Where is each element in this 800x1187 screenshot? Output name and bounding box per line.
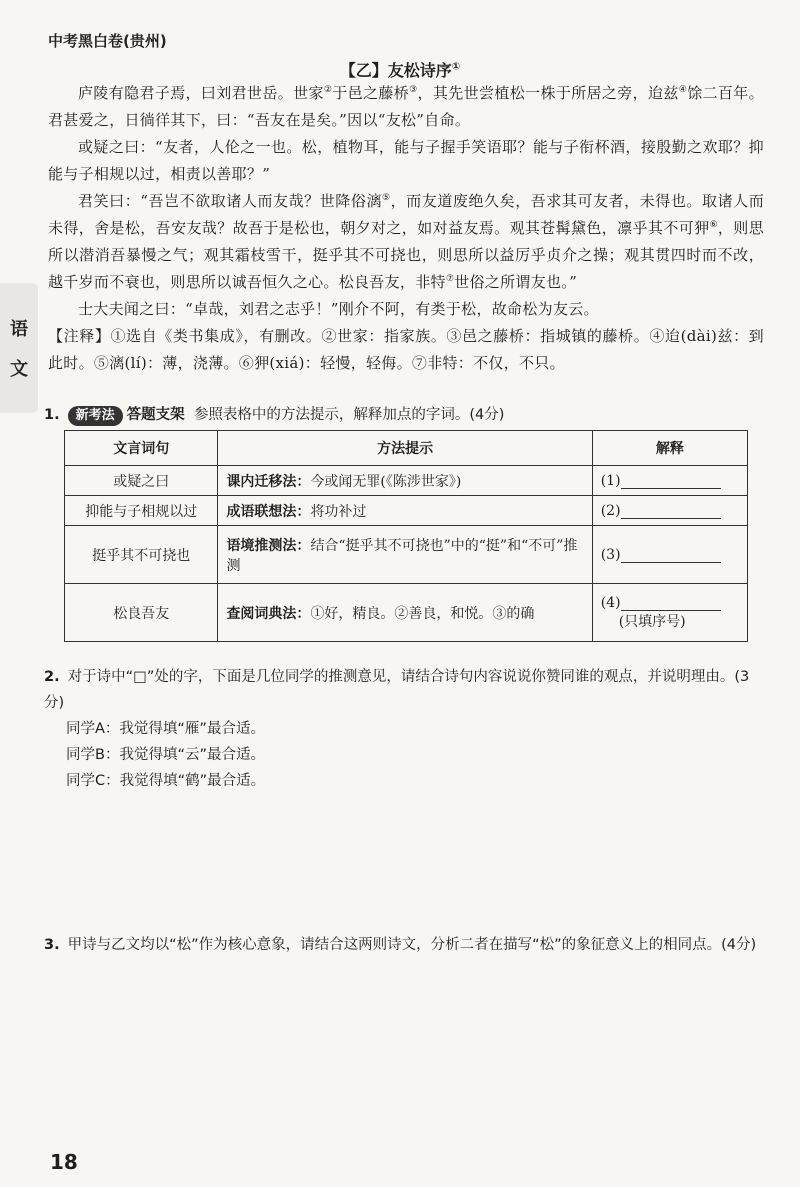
paragraph-4: 士大夫闻之曰：“卓哉，刘君之志乎！”刚介不阿，有类于松，故命松为友云。 — [78, 300, 599, 318]
method-cell: 语境推测法：结合“挺乎其不可挠也”中的“挺”和“不可”推测 — [218, 526, 592, 584]
passage-title: 【乙】友松诗序① — [339, 61, 461, 80]
paragraph-3: 君笑曰：“吾岂不欲取诸人而友哉？世降俗漓⑤，而友道废绝久矣，吾求其可友者，未得也。取诸人而未得，舍是松，吾安友哉？故吾于是松也，朝夕对之，如对益友焉。观其苍髯黛色，凛乎其不可狎⑥，则思所以潜消吾暴慢之气；观其霜枝雪干，挺乎其不可挠也，则思所以益厉乎贞介之操；观其贯四时而不改，越千岁而不衰也，则思所以诚吾恒久之心。松良吾友，非特⑦世俗之所谓友也。” — [48, 192, 765, 291]
method-table — [64, 430, 748, 642]
table-row — [65, 466, 748, 496]
table-row — [65, 526, 748, 584]
phrase-cell: 抑能与子相规以过 — [65, 496, 218, 526]
subject-side-tab — [0, 283, 38, 413]
question-text: 对于诗中“□”处的字，下面是几位同学的推测意见，请结合诗句内容说说你赞同谁的观点，并说明理由。(3分) — [44, 669, 750, 711]
new-method-badge: 新考法 — [68, 406, 123, 426]
side-tab-char: 文 — [10, 359, 28, 380]
paragraph-2: 或疑之曰：“友者，人伦之一也。松，植物耳，能与子握手笑语耶？能与子衔杯酒，接殷勤之欢耶？抑能与子相规以过，相责以善耶？” — [48, 138, 764, 183]
passage-body — [48, 80, 764, 377]
phrase-cell: 或疑之曰 — [65, 466, 218, 496]
question-1 — [44, 402, 764, 428]
answer-blank[interactable] — [621, 546, 721, 563]
answer-blank[interactable] — [621, 594, 721, 611]
table-header-row — [65, 431, 748, 466]
opinion-b: 同学B：我觉得填“云”最合适。 — [66, 747, 265, 763]
phrase-cell: 松良吾友 — [65, 584, 218, 642]
page-number: 18 — [50, 1150, 78, 1174]
question-number: 3. — [44, 937, 60, 953]
question-text: 参照表格中的方法提示，解释加点的字词。(4分) — [193, 407, 505, 423]
question-text: 甲诗与乙文均以“松”作为核心意象，请结合这两则诗文，分析二者在描写“松”的象征意义上的相同点。(4分) — [67, 937, 757, 953]
opinion-a: 同学A：我觉得填“雁”最合适。 — [66, 721, 265, 737]
answer-cell: (3) — [592, 526, 747, 584]
answer-blank[interactable] — [621, 502, 721, 519]
method-cell: 成语联想法：将功补过 — [218, 496, 592, 526]
answer-cell: (1) — [592, 466, 747, 496]
table-header: 解释 — [592, 431, 747, 466]
question-number: 2. — [44, 669, 60, 685]
question-3 — [44, 932, 764, 958]
annotations: 【注释】①选自《类书集成》，有删改。②世家：指家族。③邑之藤桥：指城镇的藤桥。④迨(dài)兹：到此时。⑤漓(lí)：薄，浇薄。⑥狎(xiá)：轻慢，轻侮。⑦非特：不仅，不只。 — [48, 327, 764, 372]
question-number: 1. — [44, 407, 60, 423]
phrase-cell: 挺乎其不可挠也 — [65, 526, 218, 584]
paragraph-1: 庐陵有隐君子焉，曰刘君世岳。世家②于邑之藤桥③，其先世尝植松一株于所居之旁，迨兹④馀二百年。君甚爱之，日徜徉其下，曰：“吾友在是矣。”因以“友松”自命。 — [48, 84, 764, 129]
method-cell: 查阅词典法：①好，精良。②善良，和悦。③的确 — [218, 584, 592, 642]
answer-cell: (2) — [592, 496, 747, 526]
answer-blank[interactable] — [621, 472, 721, 489]
opinion-c: 同学C：我觉得填“鹤”最合适。 — [66, 773, 266, 789]
answer-note: (只填序号) — [618, 614, 686, 630]
table-header: 方法提示 — [218, 431, 592, 466]
question-2 — [44, 664, 764, 794]
answer-cell: (4) (只填序号) — [592, 584, 747, 642]
footnote-mark: ① — [451, 61, 461, 73]
table-row — [65, 584, 748, 642]
table-header: 文言词句 — [65, 431, 218, 466]
table-row — [65, 496, 748, 526]
scaffold-label: 答题支架 — [126, 407, 185, 423]
book-header: 中考黑白卷(贵州) — [48, 32, 167, 50]
method-cell: 课内迁移法：今或闻无罪(《陈涉世家》) — [218, 466, 592, 496]
side-tab-char: 语 — [10, 319, 28, 340]
